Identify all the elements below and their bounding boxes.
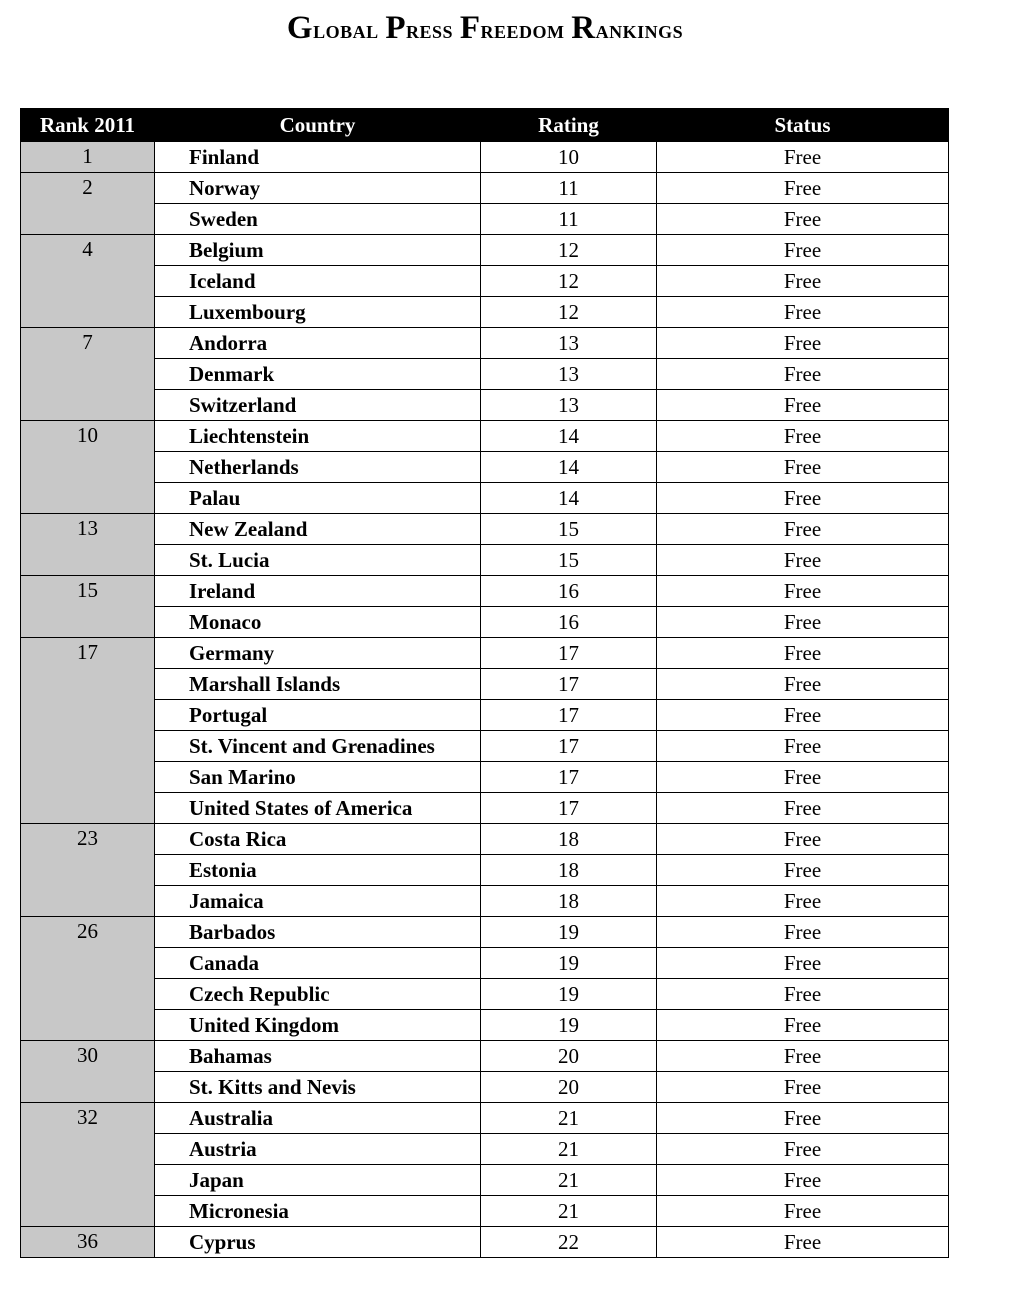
country-cell: Cyprus (155, 1227, 481, 1258)
rating-cell: 19 (481, 1010, 657, 1041)
status-cell: Free (657, 1072, 949, 1103)
country-cell: St. Vincent and Grenadines (155, 731, 481, 762)
country-cell: Sweden (155, 204, 481, 235)
country-cell: Germany (155, 638, 481, 669)
country-cell: Austria (155, 1134, 481, 1165)
status-cell: Free (657, 1227, 949, 1258)
table-row (21, 173, 949, 204)
table-row (21, 514, 949, 545)
country-cell: Jamaica (155, 886, 481, 917)
table-row (21, 359, 949, 390)
status-cell: Free (657, 700, 949, 731)
table-row (21, 979, 949, 1010)
header-rating: Rating (481, 109, 657, 142)
rating-cell: 21 (481, 1165, 657, 1196)
country-cell: Canada (155, 948, 481, 979)
table-row (21, 328, 949, 359)
status-cell: Free (657, 762, 949, 793)
rating-cell: 12 (481, 297, 657, 328)
table-row (21, 824, 949, 855)
table-row (21, 793, 949, 824)
rating-cell: 18 (481, 824, 657, 855)
rating-cell: 17 (481, 762, 657, 793)
country-cell: Marshall Islands (155, 669, 481, 700)
table-row (21, 483, 949, 514)
status-cell: Free (657, 1165, 949, 1196)
rating-cell: 16 (481, 576, 657, 607)
country-cell: Norway (155, 173, 481, 204)
rank-cell: 23 (21, 824, 155, 917)
rating-cell: 15 (481, 545, 657, 576)
rank-cell: 2 (21, 173, 155, 235)
country-cell: Barbados (155, 917, 481, 948)
rating-cell: 20 (481, 1041, 657, 1072)
status-cell: Free (657, 948, 949, 979)
status-cell: Free (657, 793, 949, 824)
status-cell: Free (657, 731, 949, 762)
rating-cell: 15 (481, 514, 657, 545)
rating-cell: 12 (481, 266, 657, 297)
country-cell: Micronesia (155, 1196, 481, 1227)
table-row (21, 1072, 949, 1103)
country-cell: Andorra (155, 328, 481, 359)
country-cell: Belgium (155, 235, 481, 266)
rating-cell: 14 (481, 452, 657, 483)
status-cell: Free (657, 452, 949, 483)
table-row (21, 545, 949, 576)
rating-cell: 11 (481, 204, 657, 235)
table-row (21, 142, 949, 173)
rating-cell: 22 (481, 1227, 657, 1258)
table-row (21, 948, 949, 979)
table-row (21, 1196, 949, 1227)
country-cell: Netherlands (155, 452, 481, 483)
status-cell: Free (657, 266, 949, 297)
table-row (21, 886, 949, 917)
rating-cell: 21 (481, 1196, 657, 1227)
rank-cell: 10 (21, 421, 155, 514)
country-cell: Switzerland (155, 390, 481, 421)
table-row (21, 1010, 949, 1041)
status-cell: Free (657, 359, 949, 390)
status-cell: Free (657, 1010, 949, 1041)
table-row (21, 1134, 949, 1165)
table-row (21, 669, 949, 700)
status-cell: Free (657, 142, 949, 173)
rating-cell: 11 (481, 173, 657, 204)
rating-cell: 21 (481, 1103, 657, 1134)
table-row (21, 266, 949, 297)
country-cell: Estonia (155, 855, 481, 886)
rank-cell: 15 (21, 576, 155, 638)
country-cell: Iceland (155, 266, 481, 297)
status-cell: Free (657, 886, 949, 917)
country-cell: Liechtenstein (155, 421, 481, 452)
country-cell: Finland (155, 142, 481, 173)
rating-cell: 21 (481, 1134, 657, 1165)
table-row (21, 1165, 949, 1196)
rank-cell: 36 (21, 1227, 155, 1258)
table-row (21, 576, 949, 607)
table-row (21, 452, 949, 483)
rating-cell: 18 (481, 855, 657, 886)
table-row (21, 204, 949, 235)
header-rank: Rank 2011 (21, 109, 155, 142)
country-cell: San Marino (155, 762, 481, 793)
table-row (21, 1103, 949, 1134)
country-cell: United States of America (155, 793, 481, 824)
rating-cell: 17 (481, 638, 657, 669)
table-header (21, 109, 949, 142)
rank-cell: 30 (21, 1041, 155, 1103)
rank-cell: 4 (21, 235, 155, 328)
status-cell: Free (657, 1196, 949, 1227)
table-row (21, 731, 949, 762)
rating-cell: 20 (481, 1072, 657, 1103)
table-row (21, 235, 949, 266)
rank-cell: 17 (21, 638, 155, 824)
rating-cell: 12 (481, 235, 657, 266)
rating-cell: 19 (481, 979, 657, 1010)
country-cell: Luxembourg (155, 297, 481, 328)
rating-cell: 17 (481, 731, 657, 762)
table-row (21, 1227, 949, 1258)
header-status: Status (657, 109, 949, 142)
rank-cell: 32 (21, 1103, 155, 1227)
country-cell: Ireland (155, 576, 481, 607)
table-row (21, 917, 949, 948)
page-title: Global Press Freedom Rankings (286, 10, 684, 46)
status-cell: Free (657, 390, 949, 421)
table-row (21, 700, 949, 731)
rating-cell: 13 (481, 328, 657, 359)
country-cell: United Kingdom (155, 1010, 481, 1041)
rating-cell: 18 (481, 886, 657, 917)
status-cell: Free (657, 545, 949, 576)
country-cell: St. Kitts and Nevis (155, 1072, 481, 1103)
status-cell: Free (657, 297, 949, 328)
status-cell: Free (657, 328, 949, 359)
status-cell: Free (657, 1041, 949, 1072)
status-cell: Free (657, 669, 949, 700)
country-cell: Portugal (155, 700, 481, 731)
rating-cell: 13 (481, 390, 657, 421)
rating-cell: 14 (481, 483, 657, 514)
rating-cell: 17 (481, 669, 657, 700)
status-cell: Free (657, 607, 949, 638)
table-row (21, 607, 949, 638)
rating-cell: 14 (481, 421, 657, 452)
country-cell: Costa Rica (155, 824, 481, 855)
status-cell: Free (657, 576, 949, 607)
table-row (21, 390, 949, 421)
country-cell: Japan (155, 1165, 481, 1196)
table-row (21, 855, 949, 886)
rating-cell: 19 (481, 917, 657, 948)
status-cell: Free (657, 514, 949, 545)
table-row (21, 421, 949, 452)
rating-cell: 10 (481, 142, 657, 173)
country-cell: Palau (155, 483, 481, 514)
rankings-table (20, 108, 949, 1258)
status-cell: Free (657, 1134, 949, 1165)
country-cell: New Zealand (155, 514, 481, 545)
rank-cell: 26 (21, 917, 155, 1041)
status-cell: Free (657, 1103, 949, 1134)
table-body (21, 142, 949, 1258)
status-cell: Free (657, 235, 949, 266)
status-cell: Free (657, 979, 949, 1010)
country-cell: Czech Republic (155, 979, 481, 1010)
country-cell: Monaco (155, 607, 481, 638)
rating-cell: 17 (481, 700, 657, 731)
status-cell: Free (657, 917, 949, 948)
country-cell: St. Lucia (155, 545, 481, 576)
rating-cell: 17 (481, 793, 657, 824)
table-row (21, 297, 949, 328)
rank-cell: 13 (21, 514, 155, 576)
rank-cell: 1 (21, 142, 155, 173)
rating-cell: 16 (481, 607, 657, 638)
table-row (21, 638, 949, 669)
status-cell: Free (657, 824, 949, 855)
header-row (21, 109, 949, 142)
status-cell: Free (657, 638, 949, 669)
table-row (21, 1041, 949, 1072)
country-cell: Denmark (155, 359, 481, 390)
status-cell: Free (657, 855, 949, 886)
status-cell: Free (657, 421, 949, 452)
header-country: Country (155, 109, 481, 142)
status-cell: Free (657, 173, 949, 204)
status-cell: Free (657, 483, 949, 514)
status-cell: Free (657, 204, 949, 235)
rank-cell: 7 (21, 328, 155, 421)
table-row (21, 762, 949, 793)
country-cell: Australia (155, 1103, 481, 1134)
rating-cell: 19 (481, 948, 657, 979)
rating-cell: 13 (481, 359, 657, 390)
country-cell: Bahamas (155, 1041, 481, 1072)
